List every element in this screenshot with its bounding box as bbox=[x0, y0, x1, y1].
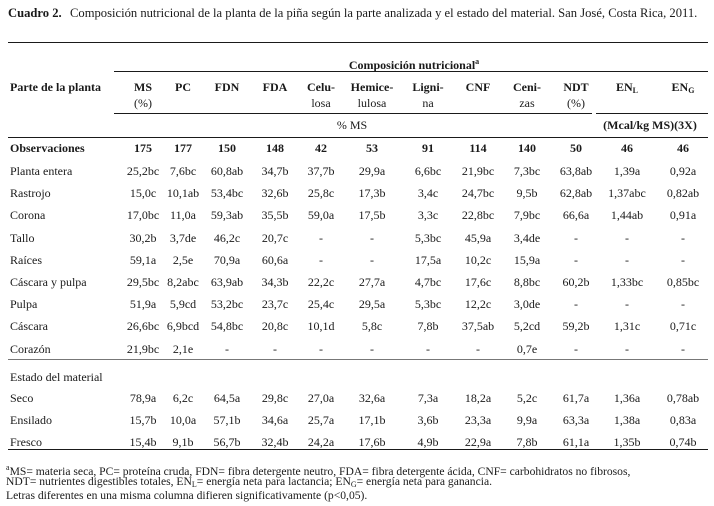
table-cell: 63,3a bbox=[562, 413, 590, 427]
table-cell: 5,9cd bbox=[169, 297, 197, 311]
group-underline bbox=[114, 71, 708, 72]
table-row-label: Ensilado bbox=[10, 413, 52, 427]
table-cell: - bbox=[225, 342, 229, 356]
table-cell: 17,1b bbox=[358, 413, 386, 427]
table-cell: 35,5b bbox=[261, 208, 289, 222]
table-cell: 24,2a bbox=[307, 435, 335, 449]
table-cell: 29,5bc bbox=[126, 275, 160, 289]
table-cell: 63,8ab bbox=[559, 164, 593, 178]
column-header: FDA bbox=[262, 80, 288, 94]
table-cell: - bbox=[319, 342, 323, 356]
rule-header-bottom bbox=[8, 137, 708, 138]
column-header: Hemice- lulosa bbox=[350, 80, 394, 110]
table-cell: 20,8c bbox=[261, 319, 289, 333]
table-cell: 59,3ab bbox=[210, 208, 244, 222]
table-cell: 66,6a bbox=[562, 208, 590, 222]
table-cell: 22,8bc bbox=[461, 208, 495, 222]
table-cell: 27,0a bbox=[307, 391, 335, 405]
table-cell: 7,6bc bbox=[169, 164, 197, 178]
table-cell: 70,9a bbox=[213, 253, 241, 267]
table-cell: 3,3c bbox=[417, 208, 439, 222]
table-cell: 17,5b bbox=[358, 208, 386, 222]
observations-cell: 175 bbox=[134, 141, 152, 155]
table-cell: 25,2bc bbox=[126, 164, 160, 178]
table-cell: 9,5b bbox=[516, 186, 538, 200]
table-cell: 7,3a bbox=[417, 391, 439, 405]
table-cell: 0,7e bbox=[516, 342, 538, 356]
table-cell: 20,7c bbox=[261, 231, 289, 245]
footnote-line-2: NDT= nutrientes digestibles totales, $EN_L=$ energía neta para lactancia; $EN_G=$ energía neta para ganancia. bbox=[6, 475, 493, 489]
table-row-label: Cáscara bbox=[10, 319, 48, 333]
observations-cell: 46 bbox=[621, 141, 633, 155]
table-cell: 30,2b bbox=[129, 231, 157, 245]
table-cell: 27,7a bbox=[358, 275, 386, 289]
table-cell: 7,8b bbox=[417, 319, 439, 333]
table-cell: 37,5ab bbox=[461, 319, 495, 333]
table-row-label: Corona bbox=[10, 208, 46, 222]
table-cell: 60,2b bbox=[562, 275, 590, 289]
table-cell: 53,2bc bbox=[210, 297, 244, 311]
table-cell: 56,7b bbox=[213, 435, 241, 449]
table-cell: 15,7b bbox=[129, 413, 157, 427]
table-cell: 1,35b bbox=[613, 435, 641, 449]
table-cell: 17,3b bbox=[358, 186, 386, 200]
rule-bottom bbox=[8, 449, 708, 450]
table-cell: 62,8ab bbox=[559, 186, 593, 200]
table-cell: 6,2c bbox=[172, 391, 194, 405]
table-cell: 15,0c bbox=[129, 186, 157, 200]
table-cell: - bbox=[426, 342, 430, 356]
table-cell: 6,9bcd bbox=[166, 319, 200, 333]
table-cell: 8,8bc bbox=[513, 275, 541, 289]
table-cell: 57,1b bbox=[213, 413, 241, 427]
table-cell: 3,0de bbox=[513, 297, 541, 311]
table-row-label: Pulpa bbox=[10, 297, 38, 311]
table-cell: 7,8b bbox=[516, 435, 538, 449]
table-cell: 60,6a bbox=[261, 253, 289, 267]
table-cell: 5,3bc bbox=[414, 231, 442, 245]
table-cell: 34,6a bbox=[261, 413, 289, 427]
table-cell: - bbox=[319, 253, 323, 267]
table-cell: 34,7b bbox=[261, 164, 289, 178]
table-cell: 0,83a bbox=[669, 413, 697, 427]
column-header: Ligni- na bbox=[412, 80, 444, 110]
table-cell: 64,5a bbox=[213, 391, 241, 405]
table-cell: 23,7c bbox=[261, 297, 289, 311]
table-cell: 5,8c bbox=[361, 319, 383, 333]
table-cell: 23,3a bbox=[464, 413, 492, 427]
table-cell: 32,4b bbox=[261, 435, 289, 449]
table-cell: 10,0a bbox=[169, 413, 197, 427]
table-cell: 2,1e bbox=[172, 342, 194, 356]
table-cell: 4,9b bbox=[417, 435, 439, 449]
table-cell: 63,9ab bbox=[210, 275, 244, 289]
table-cell: 0,92a bbox=[669, 164, 697, 178]
table-cell: - bbox=[681, 231, 685, 245]
table-cell: - bbox=[625, 342, 629, 356]
table-cell: 0,71c bbox=[669, 319, 697, 333]
table-cell: 17,6c bbox=[464, 275, 492, 289]
table-cell: 26,6bc bbox=[126, 319, 160, 333]
table-cell: 0,74b bbox=[669, 435, 697, 449]
column-header: NDT (%) bbox=[563, 80, 589, 110]
table-cell: 17,5a bbox=[414, 253, 442, 267]
table-cell: 15,4b bbox=[129, 435, 157, 449]
table-cell: 29,8c bbox=[261, 391, 289, 405]
table-cell: 9,1b bbox=[172, 435, 194, 449]
table-row-label: Tallo bbox=[10, 231, 35, 245]
observations-cell: 42 bbox=[315, 141, 327, 155]
table-cell: 24,7bc bbox=[461, 186, 495, 200]
table-cell: - bbox=[625, 297, 629, 311]
table-row-label: Planta entera bbox=[10, 164, 73, 178]
row-header-label: Parte de la planta bbox=[10, 80, 101, 94]
footnote-line-3: Letras diferentes en una misma columna difieren significativamente (p<0,05). bbox=[6, 489, 368, 502]
table-cell: 5,2cd bbox=[513, 319, 541, 333]
table-cell: - bbox=[681, 297, 685, 311]
table-cell: 25,8c bbox=[307, 186, 335, 200]
table-cell: 3,4de bbox=[513, 231, 541, 245]
table-cell: 7,9bc bbox=[513, 208, 541, 222]
table-cell: 29,9a bbox=[358, 164, 386, 178]
table-cell: 11,0a bbox=[170, 208, 196, 222]
table-cell: 5,2c bbox=[516, 391, 538, 405]
observations-cell: 46 bbox=[677, 141, 689, 155]
table-cell: 3,7de bbox=[169, 231, 197, 245]
table-cell: 25,4c bbox=[307, 297, 335, 311]
observations-cell: 148 bbox=[266, 141, 284, 155]
observations-cell: 91 bbox=[422, 141, 434, 155]
section-title: Estado del material bbox=[10, 370, 103, 384]
table-cell: 8,2abc bbox=[167, 275, 199, 289]
observations-cell: 114 bbox=[469, 141, 487, 155]
unit-ms: % MS bbox=[336, 118, 368, 132]
table-cell: 0,78ab bbox=[666, 391, 700, 405]
table-cell: 15,9a bbox=[513, 253, 541, 267]
table-cell: 59,0a bbox=[307, 208, 335, 222]
table-cell: 21,9bc bbox=[126, 342, 160, 356]
table-cell: 17,0bc bbox=[126, 208, 160, 222]
table-row-label: Seco bbox=[10, 391, 34, 405]
footnote-line-1: $^a$MS= materia seca, PC= proteína cruda, FDN= fibra detergente neutro, FDA= fibra detergente ácida, CNF= carbohidratos no fibrosos, bbox=[6, 463, 631, 478]
table-cell: 46,2c bbox=[213, 231, 241, 245]
table-cell: 1,33bc bbox=[610, 275, 644, 289]
table-cell: - bbox=[574, 342, 578, 356]
caption-text: Composición nutricional de la planta de la piña según la parte analizada y el estado del material. San José, Costa Rica, 2011. bbox=[70, 6, 698, 20]
column-header: Celu- losa bbox=[307, 80, 335, 110]
column-header: CNF bbox=[465, 80, 491, 94]
table-cell: 32,6a bbox=[358, 391, 386, 405]
table-cell: 1,36a bbox=[613, 391, 641, 405]
table-row-label: Cáscara y pulpa bbox=[10, 275, 87, 289]
column-header: Ceni- zas bbox=[513, 80, 541, 110]
column-header: FDN bbox=[214, 80, 240, 94]
table-cell: 22,9a bbox=[464, 435, 492, 449]
table-cell: 10,1d bbox=[307, 319, 335, 333]
table-cell: 21,9bc bbox=[461, 164, 495, 178]
group-title: Composición nutricional$^a$ bbox=[348, 57, 480, 72]
table-cell: 5,3bc bbox=[414, 297, 442, 311]
column-header: PC bbox=[175, 80, 191, 94]
table-cell: 0,82ab bbox=[666, 186, 700, 200]
table-row-label: Rastrojo bbox=[10, 186, 51, 200]
observations-cell: 150 bbox=[218, 141, 236, 155]
table-cell: - bbox=[370, 342, 374, 356]
table-cell: 3,6b bbox=[417, 413, 439, 427]
table-cell: 17,6b bbox=[358, 435, 386, 449]
table-cell: 59,1a bbox=[129, 253, 157, 267]
table-cell: 6,6bc bbox=[414, 164, 442, 178]
table-cell: 53,4bc bbox=[210, 186, 244, 200]
table-cell: 59,2b bbox=[562, 319, 590, 333]
table-cell: 0,91a bbox=[669, 208, 697, 222]
observations-cell: 50 bbox=[570, 141, 582, 155]
table-cell: 18,2a bbox=[464, 391, 492, 405]
table-cell: 2,5e bbox=[172, 253, 194, 267]
table-row-label: Fresco bbox=[10, 435, 42, 449]
column-header: $EN_L$ bbox=[615, 80, 639, 95]
rule-section-separator bbox=[8, 359, 708, 360]
observations-cell: 140 bbox=[518, 141, 536, 155]
caption-label: Cuadro 2. bbox=[8, 6, 62, 20]
table-cell: 32,6b bbox=[261, 186, 289, 200]
table-row-label: Raíces bbox=[10, 253, 42, 267]
table-cell: - bbox=[574, 231, 578, 245]
table-cell: - bbox=[574, 297, 578, 311]
table-cell: 61,7a bbox=[562, 391, 590, 405]
table-cell: 1,31c bbox=[613, 319, 641, 333]
column-header: MS (%) bbox=[134, 80, 152, 110]
table-cell: 4,7bc bbox=[414, 275, 442, 289]
column-header: $EN_G$ bbox=[671, 80, 695, 95]
unit-energy: (Mcal/kg MS)(3X) bbox=[603, 118, 697, 132]
table-cell: 1,38a bbox=[613, 413, 641, 427]
unit-ms-rule bbox=[114, 113, 592, 114]
table-cell: 34,3b bbox=[261, 275, 289, 289]
table-cell: - bbox=[681, 342, 685, 356]
table-cell: 7,3bc bbox=[513, 164, 541, 178]
table-cell: 1,37abc bbox=[608, 186, 646, 200]
table-cell: 51,9a bbox=[129, 297, 157, 311]
table-cell: 29,5a bbox=[358, 297, 386, 311]
table-cell: - bbox=[370, 231, 374, 245]
table-cell: 60,8ab bbox=[210, 164, 244, 178]
table-cell: - bbox=[574, 253, 578, 267]
table-cell: 25,7a bbox=[307, 413, 335, 427]
table-cell: - bbox=[681, 253, 685, 267]
table-cell: 61,1a bbox=[562, 435, 590, 449]
table-cell: 37,7b bbox=[307, 164, 335, 178]
table-cell: - bbox=[625, 253, 629, 267]
observations-cell: 177 bbox=[174, 141, 192, 155]
table-cell: 54,8bc bbox=[210, 319, 244, 333]
table-cell: 10,1ab bbox=[166, 186, 200, 200]
table-cell: - bbox=[625, 231, 629, 245]
table-cell: 1,44ab bbox=[610, 208, 644, 222]
table-row-label: Corazón bbox=[10, 342, 51, 356]
unit-energy-rule bbox=[596, 113, 708, 114]
table-cell: 9,9a bbox=[516, 413, 538, 427]
table-cell: 78,9a bbox=[129, 391, 157, 405]
table-cell: 1,39a bbox=[613, 164, 641, 178]
table-cell: 10,2c bbox=[464, 253, 492, 267]
rule-top bbox=[8, 42, 708, 43]
table-cell: - bbox=[319, 231, 323, 245]
table-cell: 45,9a bbox=[464, 231, 492, 245]
table-cell: 22,2c bbox=[307, 275, 335, 289]
observations-cell: 53 bbox=[366, 141, 378, 155]
table-cell: 0,85bc bbox=[666, 275, 700, 289]
table-cell: - bbox=[273, 342, 277, 356]
table-cell: 3,4c bbox=[417, 186, 439, 200]
observations-label: Observaciones bbox=[10, 141, 85, 155]
table-cell: - bbox=[370, 253, 374, 267]
table-cell: 12,2c bbox=[464, 297, 492, 311]
table-cell: - bbox=[476, 342, 480, 356]
